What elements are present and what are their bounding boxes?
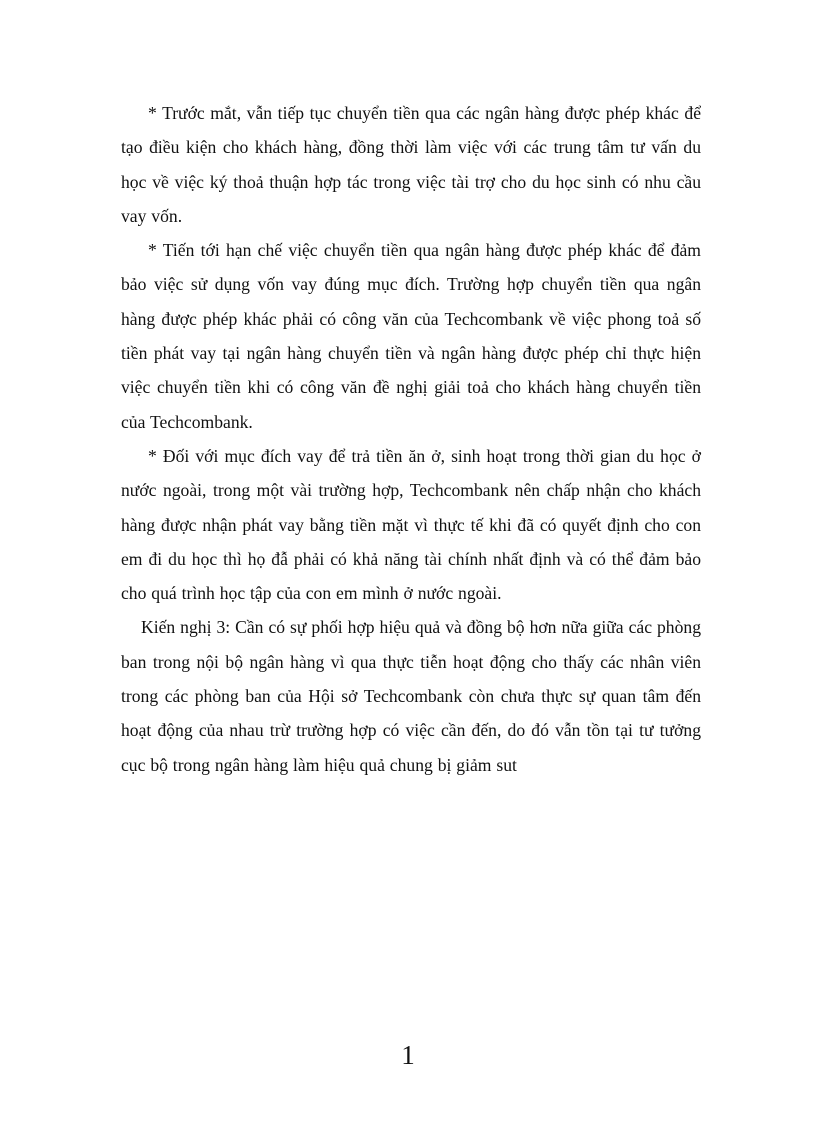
- paragraph-transfer-restrict: * Tiến tới hạn chế việc chuyển tiền qua ngân hàng được phép khác để đảm bảo việc sử dụng vốn vay đúng mục đích. Trường hợp chuyển tiền qua ngân hàng được phép khác phải có công văn của Techcombank về việc phong toả số tiền phát vay tại ngân hàng chuyển tiền và ngân hàng được phép chỉ thực hiện việc chuyển tiền khi có công văn đề nghị giải toả cho khách hàng chuyển tiền của Techcombank.: [121, 240, 701, 432]
- paragraph-recommendation-3: Kiến nghị 3: Cần có sự phối hợp hiệu quả và đồng bộ hơn nữa giữa các phòng ban trong nội bộ ngân hàng vì qua thực tiễn hoạt động cho thấy các nhân viên trong các phòng ban của Hội sở Techcombank còn chưa thực sự quan tâm đến hoạt động của nhau trừ trường hợp có việc cần đến, do đó vẫn tồn tại tư tưởng cục bộ trong ngân hàng làm hiệu quả chung bị giảm sut: [121, 617, 701, 775]
- page-number: 1: [401, 1040, 415, 1070]
- paragraph-transfer-current: * Trước mắt, vẫn tiếp tục chuyển tiền qua các ngân hàng được phép khác để tạo điều kiện cho khách hàng, đồng thời làm việc với các trung tâm tư vấn du học về việc ký thoả thuận hợp tác trong việc tài trợ cho du học sinh có nhu cầu vay vốn.: [121, 103, 701, 226]
- paragraph-living-expenses: * Đối với mục đích vay để trả tiền ăn ở, sinh hoạt trong thời gian du học ở nước ngoài, trong một vài trường hợp, Techcombank nên chấp nhận cho khách hàng được nhận phát vay bằng tiền mặt vì thực tế khi đã có quyết định cho con em đi du học thì họ đẫ phải có khả năng tài chính nhất định và có thể đảm bảo cho quá trình học tập của con em mình ở nước ngoài.: [121, 445, 701, 604]
- document-body: [121, 96, 701, 782]
